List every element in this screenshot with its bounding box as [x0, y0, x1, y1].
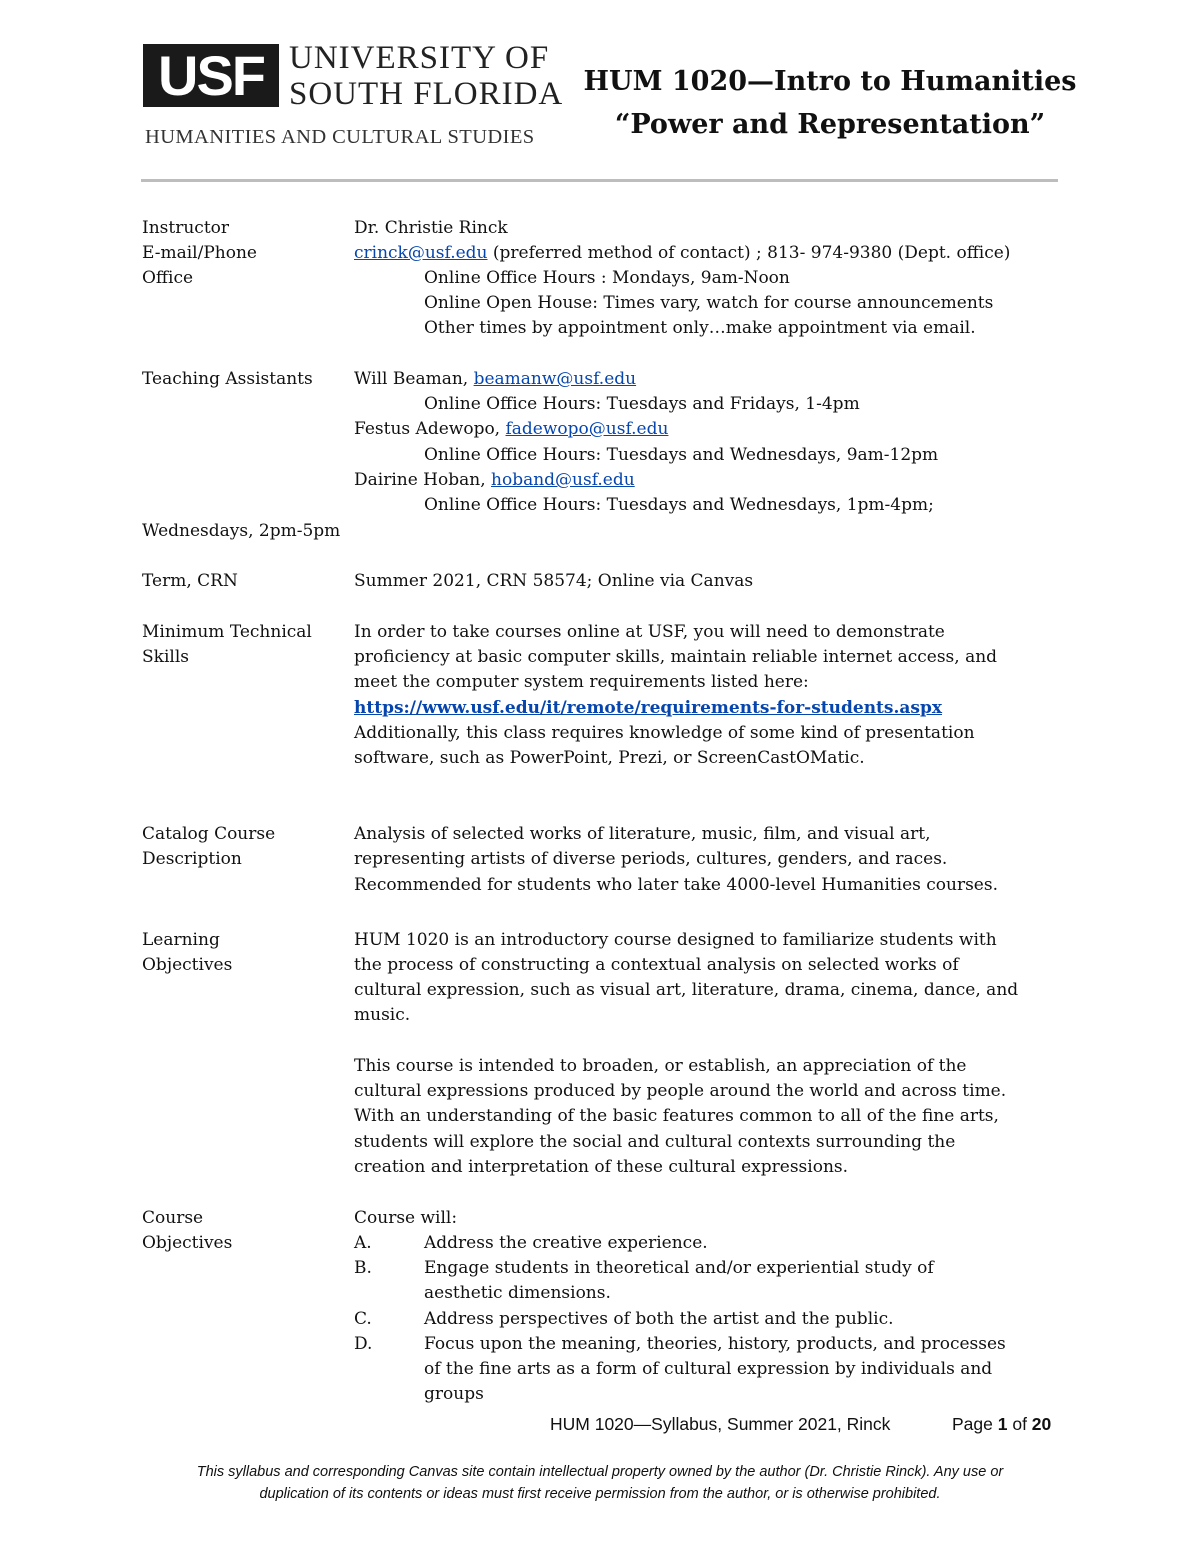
ta-3-name: Dairine Hoban,: [354, 470, 492, 490]
ta-3-hours-cont: Wednesdays, 2pm-5pm: [142, 521, 341, 541]
instructor-contact: [354, 241, 1010, 266]
list-item-b-letter: B.: [354, 1258, 372, 1278]
skills-line-5: Additionally, this class requires knowledge of some kind of presentation: [354, 723, 975, 743]
page-number: [952, 1414, 1051, 1435]
email-phone-label: E-mail/Phone: [142, 243, 257, 263]
skills-label-2: Skills: [142, 647, 189, 667]
instructor-email-note: (preferred method of contact) ; 813- 974-9380 (Dept. office): [487, 243, 1011, 263]
instructor-name: Dr. Christie Rinck: [354, 218, 508, 238]
skills-line-3: meet the computer system requirements listed here:: [354, 672, 809, 692]
learning-label-1: Learning: [142, 930, 220, 950]
list-item-d-line-1: Focus upon the meaning, theories, history, products, and processes: [424, 1334, 1006, 1354]
ta-label: Teaching Assistants: [142, 369, 313, 389]
page-footer: [550, 1414, 1052, 1435]
term-value: Summer 2021, CRN 58574; Online via Canvas: [354, 571, 754, 591]
ta-2-name: Festus Adewopo,: [354, 419, 506, 439]
page-current: 1: [997, 1414, 1008, 1434]
header-divider: [141, 179, 1058, 182]
page-of: of: [1007, 1414, 1032, 1434]
learning-p2-line-1: This course is intended to broaden, or establish, an appreciation of the: [354, 1056, 967, 1076]
skills-line-2: proficiency at basic computer skills, maintain reliable internet access, and: [354, 647, 998, 667]
title-line1: HUM 1020—Intro to Humanities: [583, 66, 1077, 97]
learning-p1-line-4: music.: [354, 1005, 411, 1025]
learning-p1-line-3: cultural expression, such as visual art, literature, drama, cinema, dance, and: [354, 980, 1019, 1000]
page-total: 20: [1031, 1414, 1052, 1434]
skills-requirements-row: [354, 696, 942, 721]
catalog-line-2: representing artists of diverse periods, cultures, genders, and races.: [354, 849, 948, 869]
page-title: [560, 60, 1100, 146]
copyright-line-1: This syllabus and corresponding Canvas site contain intellectual property owned by the author (Dr. Christie Rinck). Any use or: [196, 1464, 1004, 1480]
requirements-link[interactable]: https://www.usf.edu/it/remote/requirements-for-students.aspx: [354, 698, 943, 718]
ta-2-hours: Online Office Hours: Tuesdays and Wednesdays, 9am-12pm: [424, 445, 939, 465]
catalog-label-1: Catalog Course: [142, 824, 276, 844]
running-footer: HUM 1020—Syllabus, Summer 2021, Rinck: [550, 1414, 891, 1434]
ta-3: [354, 468, 635, 493]
usf-logo: [143, 40, 564, 152]
learning-p1-line-1: HUM 1020 is an introductory course designed to familiarize students with: [354, 930, 997, 950]
catalog-line-3: Recommended for students who later take 4000-level Humanities courses.: [354, 875, 998, 895]
list-item-d-line-2: of the fine arts as a form of cultural expression by individuals and: [424, 1359, 993, 1379]
skills-line-6: software, such as PowerPoint, Prezi, or ScreenCastOMatic.: [354, 748, 865, 768]
list-item-a-letter: A.: [354, 1233, 372, 1253]
learning-p2-line-4: students will explore the social and cultural contexts surrounding the: [354, 1132, 956, 1152]
skills-line-1: In order to take courses online at USF, you will need to demonstrate: [354, 622, 945, 642]
ta-3-email-link[interactable]: hoband@usf.edu: [491, 470, 635, 490]
appointment-note: Other times by appointment only…make appointment via email.: [424, 318, 976, 338]
term-label: Term, CRN: [142, 571, 238, 591]
logo-abbrev: USF: [143, 44, 279, 107]
course-obj-intro: Course will:: [354, 1208, 458, 1228]
list-item-b-line-1: Engage students in theoretical and/or experiential study of: [424, 1258, 934, 1278]
page-prefix: Page: [952, 1414, 998, 1434]
copyright-notice: [120, 1461, 1080, 1505]
logo-university-line1: UNIVERSITY OF: [289, 40, 550, 76]
logo-university-line2: SOUTH FLORIDA: [289, 76, 564, 112]
copyright-line-2: duplication of its contents or ideas must first receive permission from the author, or is otherwise prohibited.: [259, 1486, 941, 1502]
list-item-c: Address perspectives of both the artist and the public.: [424, 1309, 894, 1329]
ta-1-hours: Online Office Hours: Tuesdays and Fridays, 1-4pm: [424, 394, 860, 414]
ta-3-hours: Online Office Hours: Tuesdays and Wednesdays, 1pm-4pm;: [424, 495, 934, 515]
catalog-label-2: Description: [142, 849, 242, 869]
ta-1-email-link[interactable]: beamanw@usf.edu: [473, 369, 637, 389]
office-hours: Online Office Hours : Mondays, 9am-Noon: [424, 268, 790, 288]
ta-2: [354, 417, 668, 442]
learning-p2-line-3: With an understanding of the basic features common to all of the fine arts,: [354, 1106, 999, 1126]
learning-p2-line-5: creation and interpretation of these cultural expressions.: [354, 1157, 849, 1177]
course-obj-label-2: Objectives: [142, 1233, 233, 1253]
office-label: Office: [142, 268, 194, 288]
logo-university: [289, 40, 563, 112]
list-item-a: Address the creative experience.: [424, 1233, 708, 1253]
list-item-c-letter: C.: [354, 1309, 372, 1329]
course-obj-label-1: Course: [142, 1208, 204, 1228]
instructor-label: Instructor: [142, 218, 230, 238]
learning-label-2: Objectives: [142, 955, 233, 975]
learning-p2-line-2: cultural expressions produced by people around the world and across time.: [354, 1081, 1007, 1101]
list-item-d-line-3: groups: [424, 1384, 484, 1404]
list-item-b-line-2: aesthetic dimensions.: [424, 1283, 611, 1303]
skills-label-1: Minimum Technical: [142, 622, 312, 642]
title-line2: “Power and Representation”: [614, 109, 1046, 140]
instructor-email-link[interactable]: crinck@usf.edu: [354, 243, 488, 263]
ta-2-email-link[interactable]: fadewopo@usf.edu: [505, 419, 669, 439]
ta-1-name: Will Beaman,: [354, 369, 474, 389]
open-house: Online Open House: Times vary, watch for course announcements: [424, 293, 994, 313]
catalog-line-1: Analysis of selected works of literature, music, film, and visual art,: [354, 824, 931, 844]
logo-department: HUMANITIES AND CULTURAL STUDIES: [145, 126, 535, 148]
list-item-d-letter: D.: [354, 1334, 373, 1354]
ta-1: [354, 367, 636, 392]
learning-p1-line-2: the process of constructing a contextual analysis on selected works of: [354, 955, 959, 975]
